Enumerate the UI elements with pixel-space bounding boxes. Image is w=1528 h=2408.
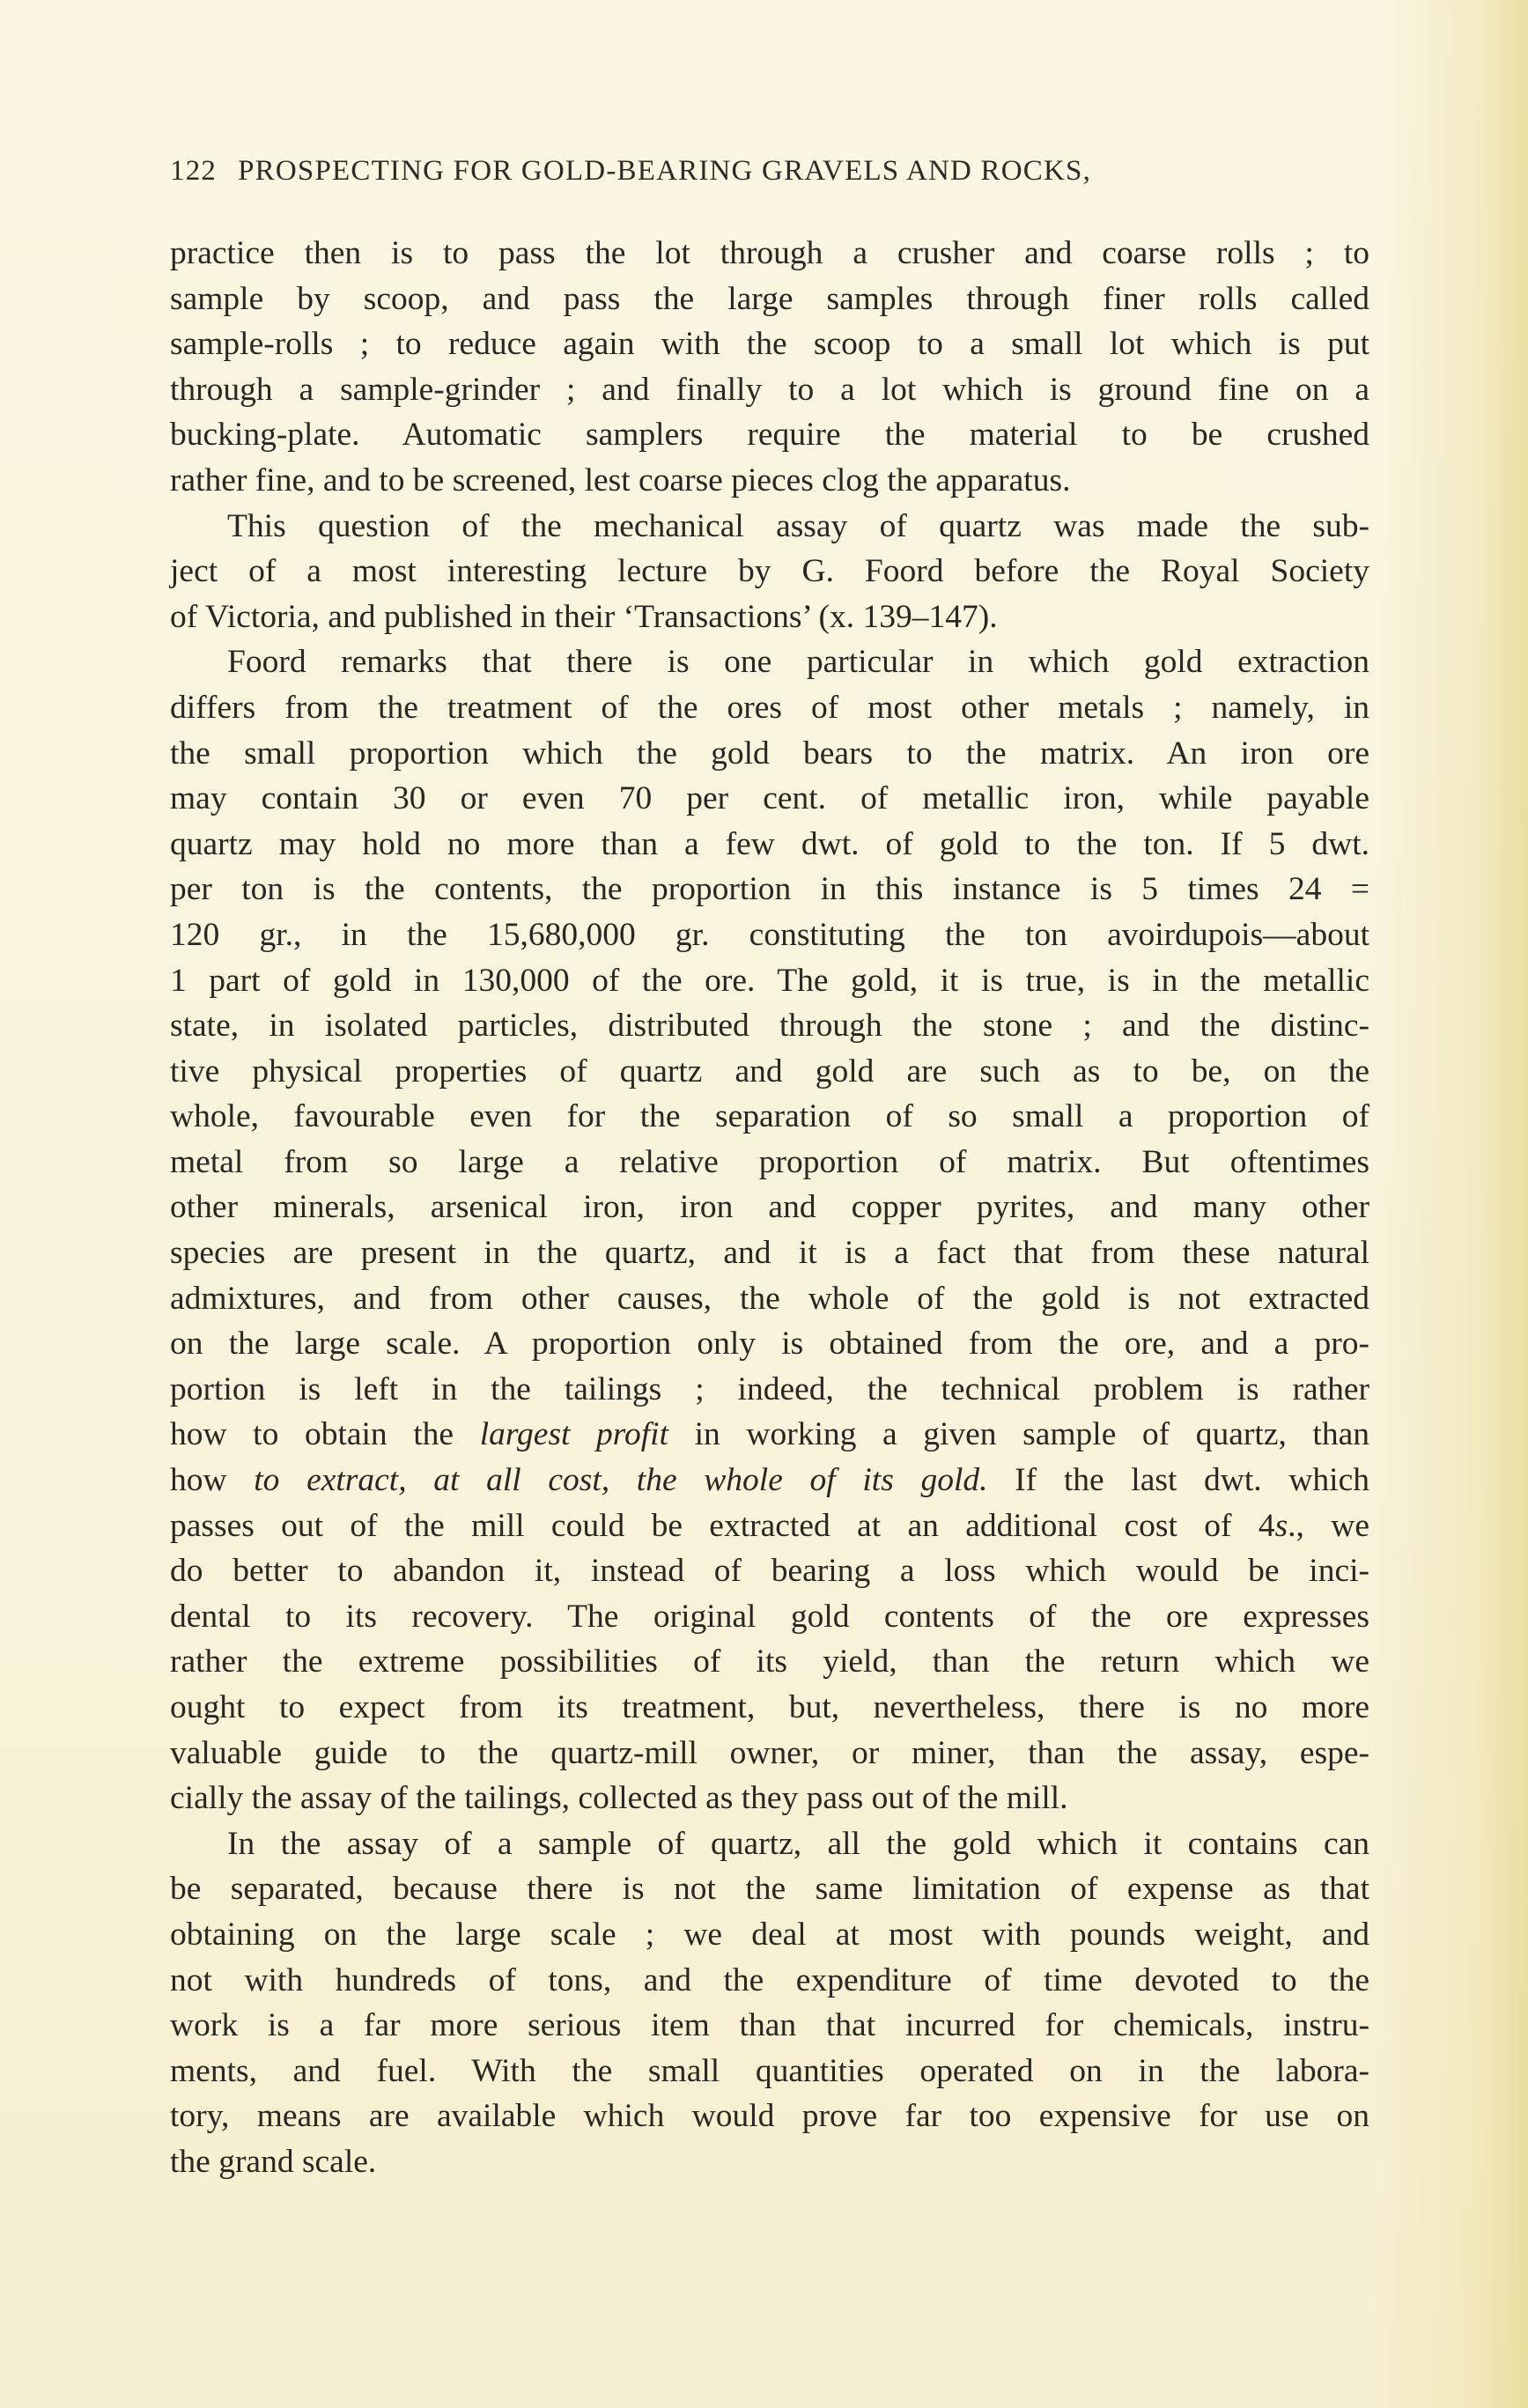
page-number: 122 — [170, 155, 218, 187]
text-line: per ton is the contents, the proportion in this instance is 5 times 24 = — [170, 871, 1369, 908]
text-line: tive physical properties of quartz and gold are such as to be, on the — [170, 1053, 1369, 1090]
text-line: on the large scale. A proportion only is obtained from the ore, and a pro- — [170, 1326, 1369, 1363]
text-line: dental to its recovery. The original gold contents of the ore expresses — [170, 1598, 1369, 1635]
text-line: rather fine, and to be screened, lest coarse pieces clog the apparatus. — [170, 462, 1071, 499]
text-line: ject of a most interesting lecture by G. Foord before the Royal Society — [170, 553, 1369, 590]
text-line: This question of the mechanical assay of quartz was made the sub- — [227, 507, 1369, 544]
paragraph-1 — [170, 231, 1369, 504]
text-line: metal from so large a relative proportion of matrix. But oftentimes — [170, 1143, 1369, 1180]
text-line: quartz may hold no more than a few dwt. of gold to the ton. If 5 dwt. — [170, 825, 1369, 862]
text-line-with-italic — [170, 1458, 1369, 1503]
text-line: bucking-plate. Automatic samplers require the material to be crushed — [170, 417, 1369, 454]
text-line: may contain 30 or even 70 per cent. of metallic iron, while payable — [170, 780, 1369, 817]
text-line: cially the assay of the tailings, collected as they pass out of the mill. — [170, 1780, 1068, 1817]
paragraph-2 — [170, 504, 1369, 640]
text-line: valuable guide to the quartz-mill owner, or miner, than the assay, espe- — [170, 1734, 1369, 1771]
text-run: how to obtain the — [170, 1416, 480, 1453]
paragraph-3 — [170, 639, 1369, 1821]
text-line: not with hundreds of tons, and the expenditure of time devoted to the — [170, 1961, 1369, 1998]
text-line: be separated, because there is not the same limitation of expense as that — [170, 1871, 1369, 1908]
text-line: 1 part of gold in 130,000 of the ore. The gold, it is true, is in the metallic — [170, 962, 1369, 999]
text-line: the small proportion which the gold bears to the matrix. An iron ore — [170, 735, 1369, 772]
text-run: how — [170, 1462, 255, 1499]
text-line: sample by scoop, and pass the large samples through finer rolls called — [170, 280, 1369, 317]
text-line: through a sample-grinder ; and finally to a lot which is ground fine on a — [170, 371, 1369, 408]
text-line: differs from the treatment of the ores of most other metals ; namely, in — [170, 689, 1369, 726]
running-header — [170, 155, 1315, 188]
text-line: sample-rolls ; to reduce again with the scoop to a small lot which is put — [170, 326, 1369, 363]
text-line: other minerals, arsenical iron, iron and copper pyrites, and many other — [170, 1189, 1369, 1226]
text-run: ., we — [1288, 1507, 1369, 1544]
text-line: work is a far more serious item than that incurred for chemicals, instru- — [170, 2007, 1369, 2044]
text-line: In the assay of a sample of quartz, all the gold which it contains can — [227, 1825, 1369, 1862]
text-line: do better to abandon it, instead of bearing a loss which would be inci- — [170, 1553, 1369, 1590]
text-line: rather the extreme possibilities of its yield, than the return which we — [170, 1643, 1369, 1680]
paragraph-4 — [170, 1821, 1369, 2185]
text-line: practice then is to pass the lot through a crusher and coarse rolls ; to — [170, 235, 1369, 271]
text-line: Foord remarks that there is one particular in which gold extraction — [227, 644, 1369, 681]
text-run: in working a given sample of quartz, than — [668, 1416, 1369, 1453]
text-line: the grand scale. — [170, 2143, 377, 2180]
text-line: portion is left in the tailings ; indeed, the technical problem is rather — [170, 1370, 1369, 1407]
text-line: state, in isolated particles, distributed through the stone ; and the distinc- — [170, 1008, 1369, 1045]
text-line: ought to expect from its treatment, but, nevertheless, there is no more — [170, 1689, 1369, 1725]
body-text — [170, 231, 1369, 2185]
text-line: tory, means are available which would prove far too expensive for use on — [170, 2098, 1369, 2135]
italic-emphasis: largest profit — [479, 1416, 669, 1453]
text-run: If the last dwt. which — [987, 1462, 1369, 1499]
text-line: admixtures, and from other causes, the whole of the gold is not extracted — [170, 1280, 1369, 1317]
italic-emphasis: to extract, at all cost, the whole of its gold. — [254, 1462, 988, 1499]
text-line: 120 gr., in the 15,680,000 gr. constituting the ton avoirdupois—about — [170, 916, 1369, 953]
text-line: species are present in the quartz, and it is a fact that from these natural — [170, 1235, 1369, 1272]
running-title: PROSPECTING FOR GOLD-BEARING GRAVELS AND ROCKS, — [238, 155, 1092, 187]
text-line: obtaining on the large scale ; we deal at most with pounds weight, and — [170, 1916, 1369, 1953]
text-line: ments, and fuel. With the small quantities operated on in the labora- — [170, 2052, 1369, 2089]
text-line: of Victoria, and published in their ‘Transactions’ (x. 139–147). — [170, 598, 998, 635]
text-run: passes out of the mill could be extracted at an additional cost of 4 — [170, 1507, 1275, 1544]
text-line-with-italic — [170, 1503, 1369, 1549]
italic-shillings: s — [1274, 1507, 1288, 1544]
text-line: whole, favourable even for the separation of so small a proportion of — [170, 1098, 1369, 1135]
text-line-with-italic — [170, 1412, 1369, 1458]
